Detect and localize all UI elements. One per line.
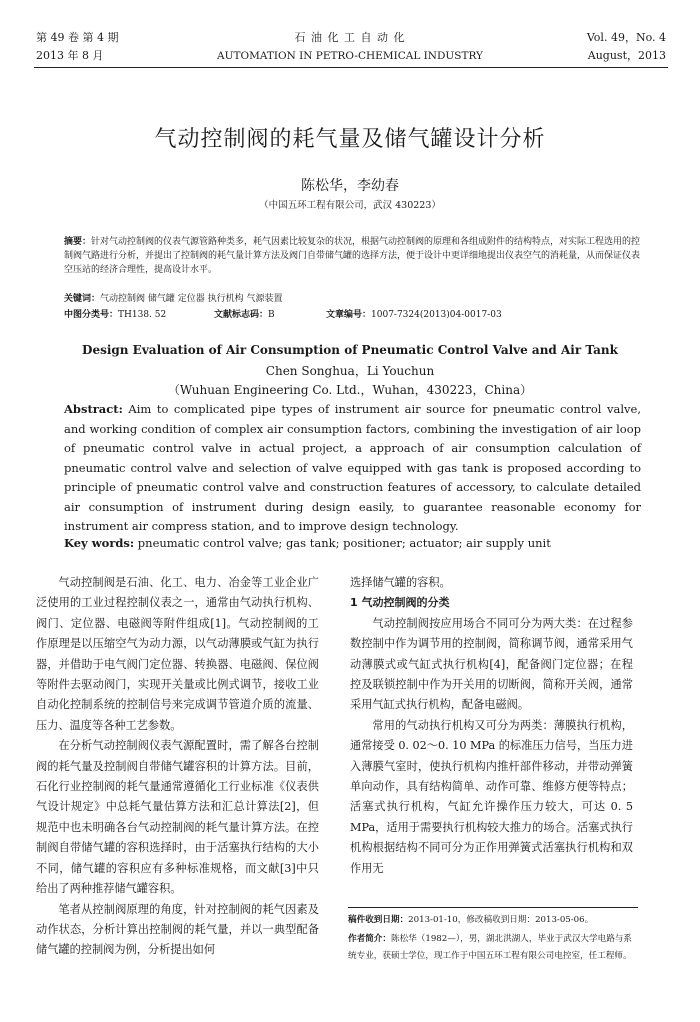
- body-paragraph: 气动控制阀按应用场合不同可分为两大类：在过程参数控制中作为调节用的控制阀，简称调节阀，通常采用气动薄膜式或气缸式执行机构[4]，配备阀门定位器；在程控及联锁控制中作为开关用的切断阀，简称开关阀，通常采用气缸式执行机构，配备电磁阀。: [350, 616, 633, 712]
- footnote-received: [348, 912, 638, 929]
- paper-title: 气动控制阀的耗气量及储气罐设计分析: [154, 127, 546, 152]
- clc-code: [64, 308, 166, 322]
- body-right-column: [350, 573, 633, 879]
- article-label: 文章编号：: [326, 310, 372, 320]
- doc-value: B: [268, 310, 275, 320]
- article-value: 1007-7324(2013)04-0017-03: [371, 310, 502, 320]
- en-keywords-label: Key words:: [64, 536, 135, 550]
- article-number: [326, 308, 502, 322]
- abstract-cn-label: 摘要：: [64, 237, 92, 247]
- affiliation: （中国五环工程有限公司，武汉 430223）: [259, 200, 441, 211]
- header-date: 2013 年 8 月: [36, 49, 104, 62]
- en-abstract: [64, 400, 641, 537]
- header-date-en: August，2013: [587, 49, 666, 62]
- body-paragraph: 在分析气动控制阀仪表气源配置时，需了解各台控制阀的耗气量及控制阀自带储气罐容积的计算方法。目前，石化行业控制阀的耗气量通常遵循化工行业标准《仪表供气设计规定》中总耗气量估算方法和汇总计算法[2]，但规范中也未明确各台气动控制阀的耗气量计算方法。在控制阀自带储气罐的容积选择时，由于活塞执行结构的大小不同，储气罐的容积应有多种标准规格，而文献[3]中只给出了两种推荐储气罐容积。: [36, 739, 319, 896]
- bio-label: 作者简介：: [348, 934, 391, 944]
- header-rule: [34, 67, 668, 68]
- clc-label: 中图分类号：: [64, 310, 119, 320]
- bio-text: 陈松华（1982—），男，湖北洪湖人，毕业于武汉大学电路与系统专业，获硕士学位，现工作于中国五环工程有限公司电控室，任工程师。: [348, 934, 632, 961]
- en-abstract-label: Abstract:: [64, 402, 123, 416]
- en-keywords-text: pneumatic control valve; gas tank; positioner; actuator; air supply unit: [137, 536, 551, 550]
- en-affiliation: （Wuhuan Engineering Co. Ltd.，Wuhan，430223，China）: [167, 383, 533, 397]
- body-paragraph: 选择储气罐的容积。: [350, 576, 451, 589]
- keywords-cn-text: 气动控制阀 储气罐 定位器 执行机构 气源装置: [100, 294, 283, 304]
- header-vol-no-en: Vol. 49，No. 4: [586, 31, 666, 44]
- keywords-cn-label: 关键词：: [64, 294, 101, 304]
- doc-label: 文献标志码：: [214, 310, 269, 320]
- abstract-cn-text: 针对气动控制阀的仪表气源管路种类多，耗气因素比较复杂的状况，根据气动控制阀的原理和各组成附件的结构特点，对实际工程选用的控制阀气路进行分析，并提出了控制阀的耗气量计算方法及阀门自带储气罐的选择方法，便于设计中更详细地提出仪表空气的消耗量，从而保证仪表空压站的经济合理性，提高设计水平。: [64, 237, 641, 275]
- abstract-cn: [64, 235, 644, 277]
- body-paragraph: 气动控制阀是石油、化工、电力、冶金等工业企业广泛使用的工业过程控制仪表之一，通常由气动执行机构、阀门、定位器、电磁阀等附件组成[1]。气动控制阀的工作原理是以压缩空气为动力源，以气动薄膜或气缸为执行器，并借助于电气阀门定位器、转换器、电磁阀、保位阀等附件去驱动阀门，实现开关量或比例式调节，接收工业自动化控制系统的控制信号来完成调节管道介质的流量、压力、温度等各种工艺参数。: [36, 576, 319, 732]
- body-left-column: [36, 573, 319, 961]
- en-keywords: [64, 534, 641, 554]
- footnote-rule: [348, 907, 638, 908]
- received-label: 稿件收到日期：: [348, 915, 409, 925]
- journal-name-en: AUTOMATION IN PETRO-CHEMICAL INDUSTRY: [217, 50, 483, 62]
- footnote-author-bio: [348, 931, 638, 965]
- section-heading: 1 气动控制阀的分类: [350, 596, 450, 610]
- journal-name-cn: 石 油 化 工 自 动 化: [294, 31, 406, 44]
- received-text: 2013-01-10，修改稿收到日期：2013-05-06。: [408, 915, 594, 925]
- en-title: Design Evaluation of Air Consumption of Pneumatic Control Valve and Air Tank: [82, 343, 618, 357]
- header-volume-issue: 第 49 卷 第 4 期: [36, 31, 119, 44]
- body-paragraph: 笔者从控制阀原理的角度，针对控制阀的耗气因素及动作状态，分析计算出控制阀的耗气量，并以一典型配备储气罐的控制阀为例，分析提出如何: [36, 902, 319, 957]
- keywords-cn: [64, 292, 644, 306]
- body-paragraph: 常用的气动执行机构又可分为两类：薄膜执行机构，通常接受 0. 02～0. 10 MPa 的标准压力信号，当压力进入薄膜气室时，使执行机构内推杆部件移动，并带动弹簧单向动作，具有结构简单、动作可靠、维修方便等特点；活塞式执行机构，气缸允许操作压力较大，可达 0. 5 MPa，适用于需要执行机构较大推力的场合。活塞式执行机构根据结构不同可分为正作用弹簧式活塞执行机构和双作用无: [350, 718, 633, 875]
- clc-value: TH138. 52: [118, 310, 167, 320]
- en-abstract-text: Aim to complicated pipe types of instrument air source for pneumatic control valve, and working condition of complex air consumption factors, combining the investigation of air loop of pneumatic control valve in actual project, a approach of air consumption calculation of pneumatic control valve and selection of valve equipped with gas tank is proposed according to principle of pneumatic control valve and construction features of accessory, to calculate detailed air consumption of instrument during design easily, to guarantee reasonable economy for instrument air compress station, and to improve design technology.: [64, 402, 642, 533]
- doc-code: [214, 308, 275, 322]
- authors: 陈松华，李幼春: [301, 178, 399, 194]
- en-authors: Chen Songhua，Li Youchun: [265, 364, 435, 378]
